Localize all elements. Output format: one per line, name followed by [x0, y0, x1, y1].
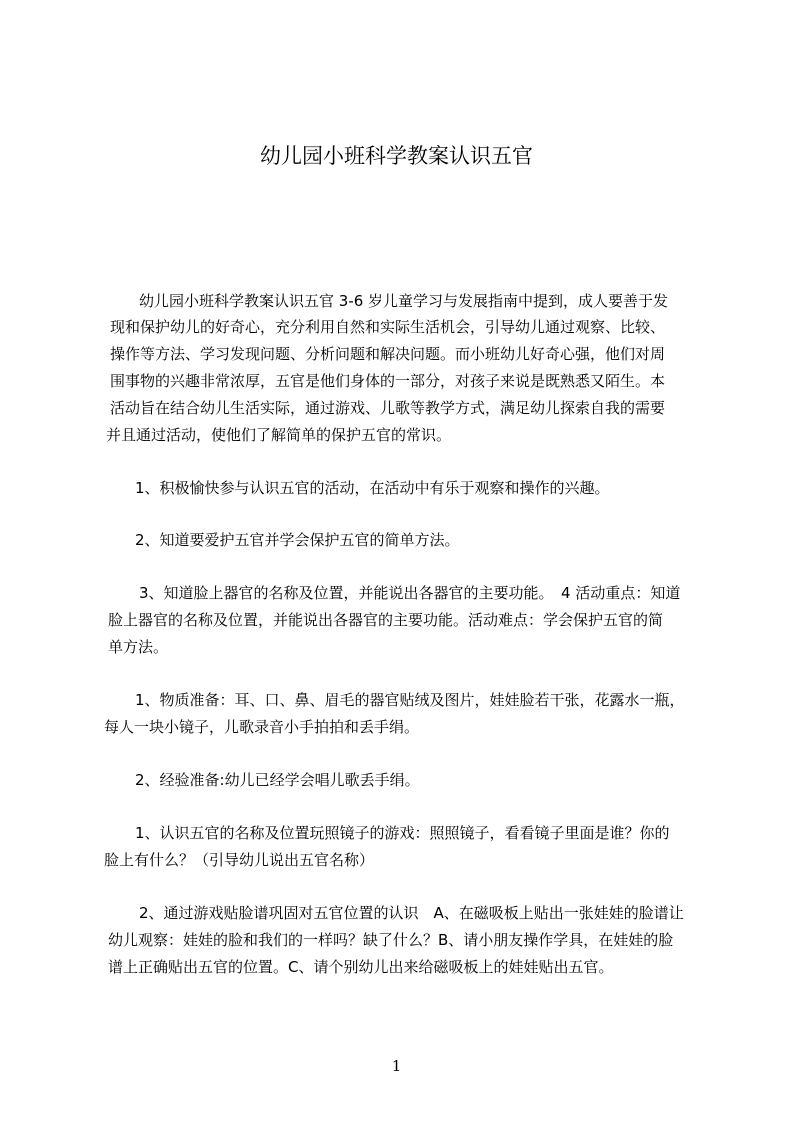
goal-3-line: 脸上器官的名称及位置，并能说出各器官的主要功能。活动难点：学会保护五官的简	[108, 611, 664, 629]
page-number: 1	[391, 1057, 402, 1075]
intro-line: 现和保护幼儿的好奇心，充分利用自然和实际生活机会，引导幼儿通过观察、比较、	[110, 318, 666, 336]
intro-line: 活动旨在结合幼儿生活实际，通过游戏、儿歌等教学方式，满足幼儿探索自我的需要	[110, 399, 666, 417]
step-2-line: 幼儿观察：娃娃的脸和我们的一样吗？缺了什么？B、请小朋友操作学具，在娃娃的脸	[108, 931, 674, 949]
prep-1-line: 每人一块小镜子，儿歌录音小手拍拍和丢手绢。	[104, 718, 420, 736]
intro-line: 围事物的兴趣非常浓厚，五官是他们身体的一部分，对孩子来说是既熟悉又陌生。本	[110, 372, 666, 390]
step-1-line: 脸上有什么？（引导幼儿说出五官名称）	[104, 851, 375, 869]
step-2-line: 谱上正确贴出五官的位置。C、请个别幼儿出来给磁吸板上的娃娃贴出五官。	[108, 958, 614, 976]
document-title: 幼儿园小班科学教案认识五官	[260, 144, 533, 168]
goal-3-line: 3、知道脸上器官的名称及位置，并能说出各器官的主要功能。 4 活动重点：知道	[139, 584, 681, 602]
prep-1-line: 1、物质准备：耳、口、鼻、眉毛的器官贴绒及图片，娃娃脸若干张，花露水一瓶，	[135, 691, 685, 709]
intro-line: 操作等方法、学习发现问题、分析问题和解决问题。而小班幼儿好奇心强，他们对周	[110, 345, 666, 363]
goal-3-line: 单方法。	[108, 638, 169, 656]
step-2-line: 2、通过游戏贴脸谱巩固对五官位置的认识 A、在磁吸板上贴出一张娃娃的脸谱让	[139, 904, 684, 922]
goal-2-line: 2、知道要爱护五官并学会保护五官的简单方法。	[135, 531, 460, 549]
goal-1-line: 1、积极愉快参与认识五官的活动，在活动中有乐于观察和操作的兴趣。	[135, 479, 610, 497]
prep-2-line: 2、经验准备:幼儿已经学会唱儿歌丢手绢。	[135, 771, 420, 789]
step-1-line: 1、认识五官的名称及位置玩照镜子的游戏：照照镜子，看看镜子里面是谁？你的	[135, 824, 670, 842]
intro-line: 幼儿园小班科学教案认识五官 3-6 岁儿童学习与发展指南中提到，成人要善于发	[139, 292, 669, 310]
intro-line: 并且通过活动，使他们了解简单的保护五官的常识。	[106, 426, 452, 444]
